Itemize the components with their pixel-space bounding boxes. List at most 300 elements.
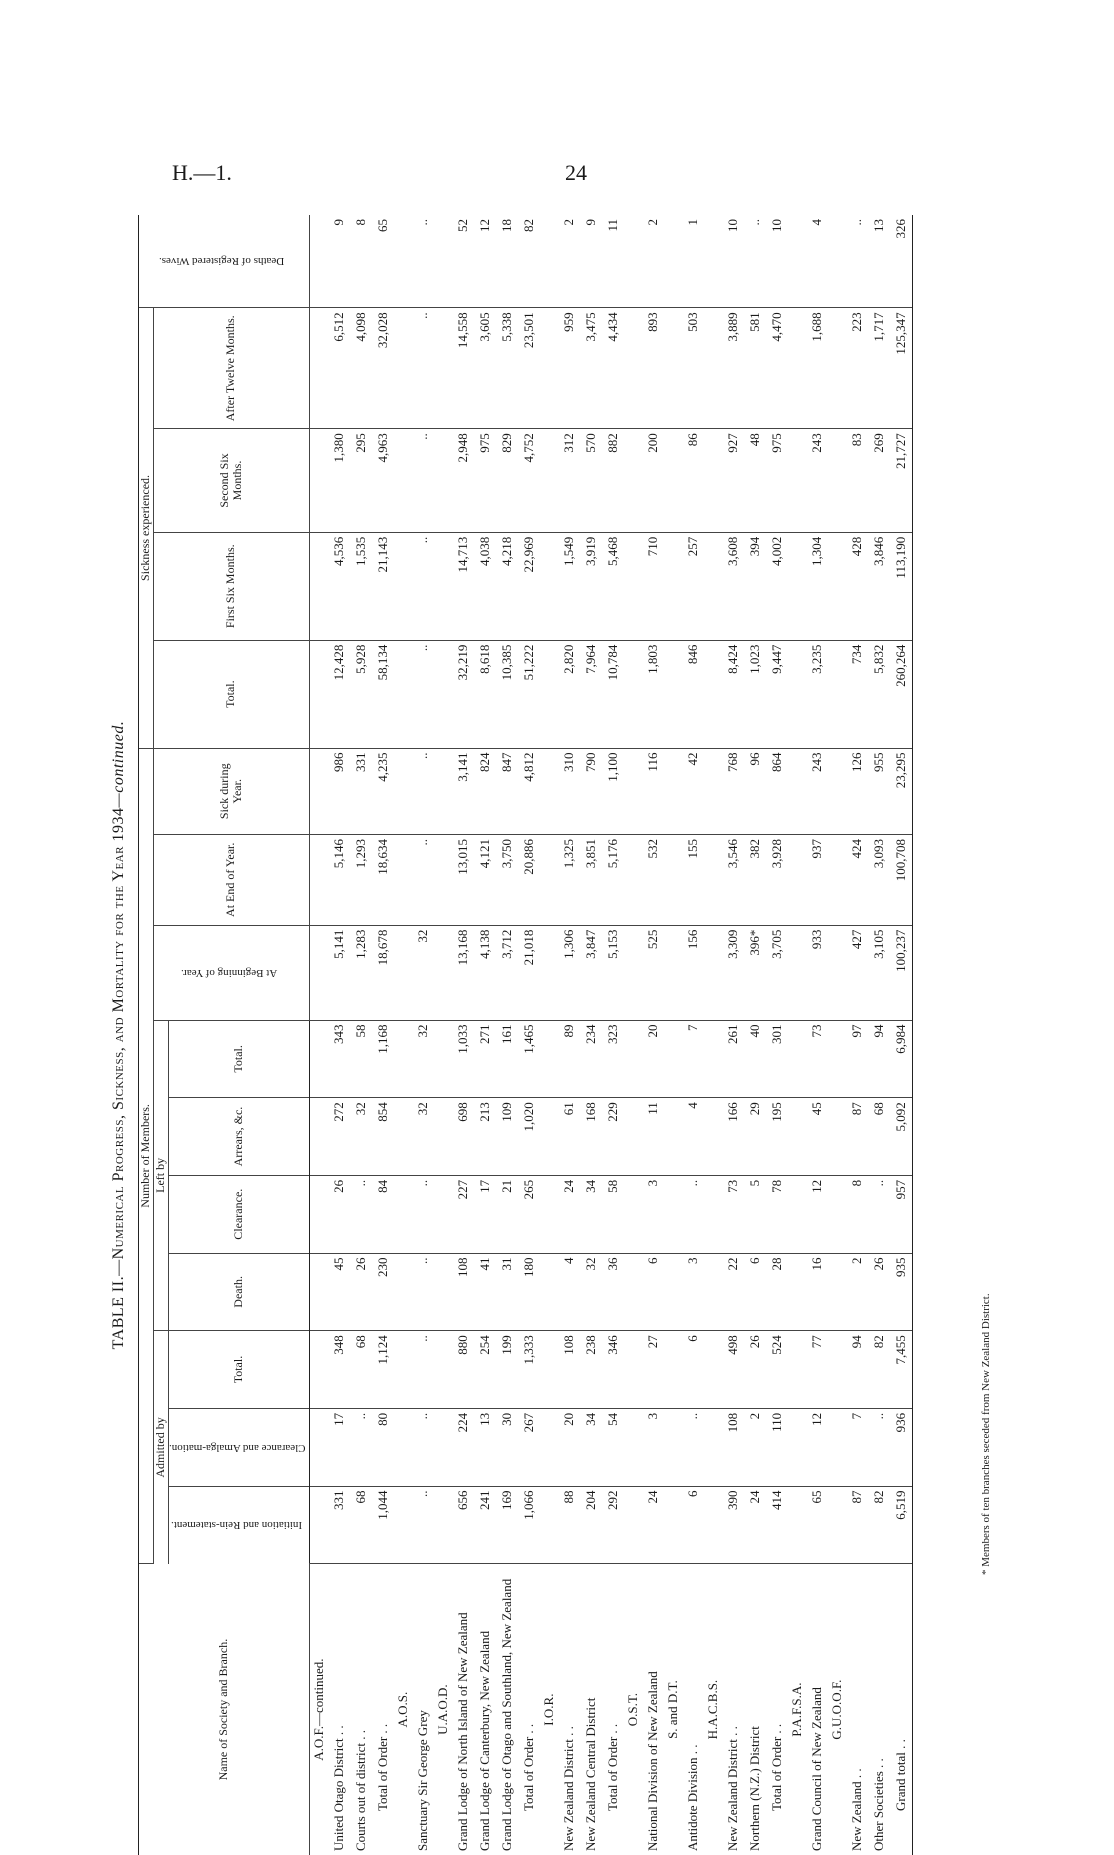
cell: 382 <box>744 834 766 925</box>
cell <box>624 925 642 1020</box>
cell <box>828 1175 846 1253</box>
cell: 10 <box>766 215 788 308</box>
cell: 58 <box>602 1175 624 1253</box>
cell <box>828 532 846 640</box>
cell <box>394 1098 412 1176</box>
row-name: A.O.S. <box>394 1691 410 1728</box>
cell: 8 <box>846 1175 868 1253</box>
cell: 61 <box>558 1098 580 1176</box>
cell: 195 <box>766 1098 788 1176</box>
cell: 11 <box>642 1098 664 1176</box>
section-row <box>624 215 642 1855</box>
cell: 9,447 <box>766 640 788 748</box>
cell: 200 <box>642 429 664 533</box>
row-name: O.S.T. <box>624 1692 640 1727</box>
row-name: Sanctuary Sir George Grey <box>414 1710 430 1851</box>
table-row <box>452 215 474 1855</box>
header-admitted: Admitted by <box>153 1331 168 1564</box>
cell: 5,176 <box>602 834 624 925</box>
cell: 230 <box>372 1253 394 1331</box>
cell: 113,190 <box>890 532 913 640</box>
cell <box>664 925 682 1020</box>
section-row <box>434 215 452 1855</box>
cell: 4 <box>682 1098 704 1176</box>
cell: 3,919 <box>580 532 602 640</box>
cell: 7 <box>682 1020 704 1098</box>
cell: 3,750 <box>496 834 518 925</box>
cell <box>540 1331 558 1409</box>
table-row <box>744 215 766 1855</box>
cell: 21,727 <box>890 429 913 533</box>
row-name: Total of Order . . <box>604 1723 620 1811</box>
row-name: Total of Order . . <box>520 1723 536 1811</box>
total-row <box>766 215 788 1855</box>
cell <box>788 1331 806 1409</box>
cell: 5,092 <box>890 1098 913 1176</box>
cell <box>434 215 452 308</box>
cell <box>624 1020 642 1098</box>
cell: 45 <box>328 1253 350 1331</box>
cell <box>664 1098 682 1176</box>
title-main: Numerical Progress, Sickness, and Mortality for the Year 1934 <box>110 807 127 1260</box>
cell: 734 <box>846 640 868 748</box>
table-row <box>496 215 518 1855</box>
cell <box>309 429 328 533</box>
cell: 82 <box>868 1486 890 1564</box>
cell <box>394 532 412 640</box>
cell <box>434 640 452 748</box>
cell <box>828 1408 846 1486</box>
row-name: Grand Council of New Zealand <box>808 1687 824 1851</box>
cell: 9 <box>580 215 602 308</box>
cell: 96 <box>744 748 766 834</box>
cell: 161 <box>496 1020 518 1098</box>
row-name: New Zealand District . . <box>560 1726 576 1851</box>
cell: 4 <box>806 215 828 308</box>
cell: 267 <box>518 1408 540 1486</box>
cell: 26 <box>328 1175 350 1253</box>
cell: 6,984 <box>890 1020 913 1098</box>
cell <box>434 429 452 533</box>
cell: 271 <box>474 1020 496 1098</box>
cell: 1,020 <box>518 1098 540 1176</box>
cell <box>704 1175 722 1253</box>
cell <box>394 215 412 308</box>
cell: .. <box>412 1408 434 1486</box>
cell <box>624 748 642 834</box>
cell <box>434 748 452 834</box>
cell: 4,235 <box>372 748 394 834</box>
cell: 854 <box>372 1098 394 1176</box>
cell <box>540 1253 558 1331</box>
cell: 3,705 <box>766 925 788 1020</box>
row-name: National Division of New Zealand <box>644 1671 660 1851</box>
cell: 581 <box>744 308 766 429</box>
section-row <box>664 215 682 1855</box>
cell: 346 <box>602 1331 624 1409</box>
cell: 26 <box>744 1331 766 1409</box>
cell <box>828 429 846 533</box>
cell: 32 <box>350 1098 372 1176</box>
cell <box>664 215 682 308</box>
cell <box>704 308 722 429</box>
cell <box>704 640 722 748</box>
cell: 1,293 <box>350 834 372 925</box>
cell: 326 <box>890 215 913 308</box>
cell <box>788 1253 806 1331</box>
cell: 427 <box>846 925 868 1020</box>
table-row <box>412 215 434 1855</box>
cell: 51,222 <box>518 640 540 748</box>
cell: 86 <box>682 429 704 533</box>
row-name: Grand Lodge of North Island of New Zealand <box>454 1612 470 1851</box>
cell <box>704 532 722 640</box>
cell: 3,928 <box>766 834 788 925</box>
row-name: Total of Order . . <box>768 1723 784 1811</box>
row-name: Northern (N.Z.) District <box>746 1726 762 1851</box>
cell: 498 <box>722 1331 744 1409</box>
cell: .. <box>412 1253 434 1331</box>
cell: 4,963 <box>372 429 394 533</box>
cell: 234 <box>580 1020 602 1098</box>
cell: 975 <box>766 429 788 533</box>
cell <box>309 834 328 925</box>
cell: 257 <box>682 532 704 640</box>
cell: 824 <box>474 748 496 834</box>
page-number: 24 <box>565 160 587 185</box>
cell <box>664 1020 682 1098</box>
cell: 82 <box>518 215 540 308</box>
cell: 41 <box>474 1253 496 1331</box>
row-name: New Zealand . . <box>848 1768 864 1851</box>
cell: 13 <box>474 1408 496 1486</box>
cell: 32 <box>412 1098 434 1176</box>
cell: 58 <box>350 1020 372 1098</box>
section-row <box>394 215 412 1855</box>
header-left: Left by <box>153 1020 168 1331</box>
cell: .. <box>412 748 434 834</box>
cell <box>664 1175 682 1253</box>
cell: 8 <box>350 215 372 308</box>
cell <box>540 834 558 925</box>
cell <box>309 640 328 748</box>
title-lead: TABLE II.— <box>110 1259 127 1350</box>
cell: 3,847 <box>580 925 602 1020</box>
cell: 3,141 <box>452 748 474 834</box>
cell <box>788 1020 806 1098</box>
cell <box>788 532 806 640</box>
cell <box>664 308 682 429</box>
cell <box>394 1253 412 1331</box>
cell: 3,712 <box>496 925 518 1020</box>
header-left-total: Total. <box>168 1020 309 1098</box>
cell: 29 <box>744 1098 766 1176</box>
cell <box>540 1408 558 1486</box>
cell: 6,519 <box>890 1486 913 1564</box>
header-arrears: Arrears, &c. <box>168 1098 309 1176</box>
table-row <box>350 215 372 1855</box>
rotated-table-panel <box>110 215 1010 1855</box>
cell: 1,304 <box>806 532 828 640</box>
cell: 26 <box>350 1253 372 1331</box>
cell: 1,333 <box>518 1331 540 1409</box>
cell: 4,434 <box>602 308 624 429</box>
cell: .. <box>412 1486 434 1564</box>
row-name: A.O.F.—continued. <box>310 1658 326 1761</box>
cell <box>540 215 558 308</box>
cell: 5,468 <box>602 532 624 640</box>
cell: 16 <box>806 1253 828 1331</box>
cell: 12 <box>474 215 496 308</box>
cell: .. <box>412 1331 434 1409</box>
cell: 986 <box>328 748 350 834</box>
cell: 22,969 <box>518 532 540 640</box>
title-tail: —continued. <box>110 720 127 808</box>
cell: 2 <box>744 1408 766 1486</box>
cell <box>394 640 412 748</box>
cell <box>788 925 806 1020</box>
cell: 1,306 <box>558 925 580 1020</box>
cell <box>704 748 722 834</box>
cell <box>704 1098 722 1176</box>
cell: 108 <box>722 1408 744 1486</box>
section-row <box>540 215 558 1855</box>
cell: 24 <box>642 1486 664 1564</box>
cell: 6 <box>682 1486 704 1564</box>
cell: .. <box>350 1175 372 1253</box>
header-end: At End of Year. <box>153 834 309 925</box>
cell <box>394 308 412 429</box>
cell <box>309 1331 328 1409</box>
cell <box>434 1253 452 1331</box>
header-sick: Sick during Year. <box>153 748 309 834</box>
cell <box>788 215 806 308</box>
cell: 13,168 <box>452 925 474 1020</box>
cell: 1,380 <box>328 429 350 533</box>
header-death: Death. <box>168 1253 309 1331</box>
cell <box>309 308 328 429</box>
cell: 301 <box>766 1020 788 1098</box>
cell: 4,218 <box>496 532 518 640</box>
cell: 12 <box>806 1408 828 1486</box>
cell: .. <box>412 640 434 748</box>
cell: .. <box>846 215 868 308</box>
row-name: Other Societies . . <box>870 1758 886 1851</box>
row-name: New Zealand District . . <box>724 1726 740 1851</box>
cell: .. <box>412 429 434 533</box>
cell: 348 <box>328 1331 350 1409</box>
cell: 532 <box>642 834 664 925</box>
cell <box>624 215 642 308</box>
cell <box>309 1020 328 1098</box>
row-name: I.O.R. <box>540 1693 556 1726</box>
header-sick-total: Total. <box>153 640 309 748</box>
cell: 18,678 <box>372 925 394 1020</box>
cell: 1,325 <box>558 834 580 925</box>
cell <box>624 1253 642 1331</box>
cell <box>788 640 806 748</box>
cell: 58,134 <box>372 640 394 748</box>
cell: 3,851 <box>580 834 602 925</box>
cell: 7,455 <box>890 1331 913 1409</box>
cell: 265 <box>518 1175 540 1253</box>
cell: 261 <box>722 1020 744 1098</box>
cell: 52 <box>452 215 474 308</box>
cell: 260,264 <box>890 640 913 748</box>
cell <box>434 834 452 925</box>
cell: 331 <box>350 748 372 834</box>
cell: 1 <box>682 215 704 308</box>
cell: 503 <box>682 308 704 429</box>
cell <box>664 429 682 533</box>
header-admitted-total: Total. <box>168 1331 309 1409</box>
cell: 1,549 <box>558 532 580 640</box>
header-after12: After Twelve Months. <box>153 308 309 429</box>
cell: 23,295 <box>890 748 913 834</box>
cell: 1,535 <box>350 532 372 640</box>
cell: 65 <box>372 215 394 308</box>
cell <box>788 1175 806 1253</box>
cell: 82 <box>868 1331 890 1409</box>
cell <box>664 640 682 748</box>
cell: 5,146 <box>328 834 350 925</box>
cell: 6 <box>642 1253 664 1331</box>
cell: 3 <box>642 1175 664 1253</box>
cell: 26 <box>868 1253 890 1331</box>
table-row <box>328 215 350 1855</box>
total-row <box>518 215 540 1855</box>
cell <box>309 1098 328 1176</box>
cell: 109 <box>496 1098 518 1176</box>
cell: 3,475 <box>580 308 602 429</box>
cell <box>309 925 328 1020</box>
header-sickness: Sickness experienced. <box>139 308 154 748</box>
cell: 269 <box>868 429 890 533</box>
cell <box>788 429 806 533</box>
cell <box>434 308 452 429</box>
cell: 5,832 <box>868 640 890 748</box>
cell <box>704 429 722 533</box>
cell: 880 <box>452 1331 474 1409</box>
cell: 4,470 <box>766 308 788 429</box>
cell <box>394 748 412 834</box>
cell: 34 <box>580 1175 602 1253</box>
cell: 156 <box>682 925 704 1020</box>
cell: 10 <box>722 215 744 308</box>
cell: 957 <box>890 1175 913 1253</box>
cell <box>788 1098 806 1176</box>
cell: 83 <box>846 429 868 533</box>
cell: 937 <box>806 834 828 925</box>
cell <box>624 532 642 640</box>
section-row <box>788 215 806 1855</box>
cell: 3,546 <box>722 834 744 925</box>
cell: 5 <box>744 1175 766 1253</box>
row-name: Antidote Division . . <box>684 1744 700 1851</box>
cell <box>434 1408 452 1486</box>
cell <box>540 1098 558 1176</box>
cell: 4 <box>558 1253 580 1331</box>
cell <box>664 1408 682 1486</box>
cell: 32,219 <box>452 640 474 748</box>
cell: 32,028 <box>372 308 394 429</box>
cell: 698 <box>452 1098 474 1176</box>
cell: 1,465 <box>518 1020 540 1098</box>
cell: 108 <box>558 1331 580 1409</box>
cell: 2,820 <box>558 640 580 748</box>
cell: 2 <box>642 215 664 308</box>
total-row <box>372 215 394 1855</box>
cell: 790 <box>580 748 602 834</box>
cell: 1,023 <box>744 640 766 748</box>
cell: 20 <box>642 1020 664 1098</box>
cell <box>309 532 328 640</box>
cell <box>434 925 452 1020</box>
cell <box>394 1331 412 1409</box>
cell: 3 <box>642 1408 664 1486</box>
cell: .. <box>682 1408 704 1486</box>
header-clearance-amalg: Clearance and Amalga-mation. <box>168 1408 309 1486</box>
cell: .. <box>682 1175 704 1253</box>
row-name: United Otago District . . <box>330 1725 346 1851</box>
cell: 254 <box>474 1331 496 1409</box>
header-wives: Deaths of Registered Wives. <box>139 215 310 308</box>
header-first6: First Six Months. <box>153 532 309 640</box>
cell: 229 <box>602 1098 624 1176</box>
cell: .. <box>412 532 434 640</box>
cell <box>664 748 682 834</box>
cell <box>309 1408 328 1486</box>
cell <box>704 1486 722 1564</box>
cell: 31 <box>496 1253 518 1331</box>
cell <box>434 1020 452 1098</box>
cell: 73 <box>722 1175 744 1253</box>
cell: 975 <box>474 429 496 533</box>
cell: 3,846 <box>868 532 890 640</box>
cell: .. <box>868 1175 890 1253</box>
cell: 3,093 <box>868 834 890 925</box>
cell <box>788 834 806 925</box>
cell: 243 <box>806 429 828 533</box>
cell: 4,038 <box>474 532 496 640</box>
cell: 1,124 <box>372 1331 394 1409</box>
cell: 656 <box>452 1486 474 1564</box>
cell: 295 <box>350 429 372 533</box>
cell: 292 <box>602 1486 624 1564</box>
row-name: H.A.C.B.S. <box>704 1679 720 1740</box>
table-row <box>868 215 890 1855</box>
cell: 54 <box>602 1408 624 1486</box>
cell: 3,605 <box>474 308 496 429</box>
cell: 310 <box>558 748 580 834</box>
table-row <box>580 215 602 1855</box>
cell: 882 <box>602 429 624 533</box>
cell <box>309 1253 328 1331</box>
header-second6: Second Six Months. <box>153 429 309 533</box>
cell <box>624 834 642 925</box>
cell: 21,018 <box>518 925 540 1020</box>
cell <box>624 1486 642 1564</box>
row-name: G.U.O.O.F. <box>828 1679 844 1740</box>
cell: 524 <box>766 1331 788 1409</box>
cell <box>540 532 558 640</box>
table-row <box>682 215 704 1855</box>
cell <box>664 532 682 640</box>
cell <box>704 925 722 1020</box>
cell: 94 <box>846 1331 868 1409</box>
cell: 227 <box>452 1175 474 1253</box>
cell: 6 <box>744 1253 766 1331</box>
